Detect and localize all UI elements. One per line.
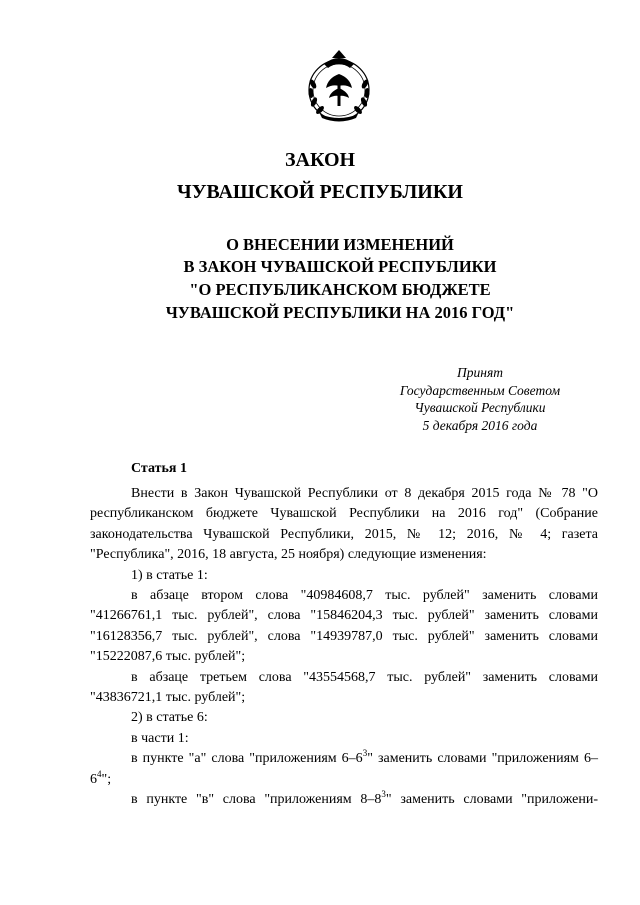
adoption-note-line: 5 декабря 2016 года xyxy=(422,417,538,433)
text-run: " заменить словами "приложени- xyxy=(385,792,598,808)
paragraph: в абзаце третьем слова "43554568,7 тыс. рублей" заменить словами "43836721,1 тыс. рублей"; xyxy=(90,669,598,706)
text-run: в пункте "а" слова "приложениям 6–6 xyxy=(131,751,363,767)
adoption-note-line: Принят xyxy=(457,365,503,380)
article-body xyxy=(90,484,598,811)
superscript: 4 xyxy=(97,768,102,779)
paragraph-point-v xyxy=(90,790,598,810)
paragraph: 2) в статье 6: xyxy=(131,710,208,726)
superscript: 3 xyxy=(381,789,386,800)
paragraph: в абзаце втором слова "40984608,7 тыс. рублей" заменить словами "41266761,1 тыс. рублей", слова "15846204,3 тыс. рублей" заменить словами "16128356,7 тыс. рублей", слова "14939787,0 тыс. рублей" заменить словами "15222087,6 тыс. рублей"; xyxy=(90,588,598,665)
adoption-note xyxy=(380,364,580,434)
document-title-republic: ЧУВАШСКОЙ РЕСПУБЛИКИ xyxy=(177,181,463,203)
adoption-note-line: Чувашской Республики xyxy=(414,400,546,415)
paragraph: Внести в Закон Чувашской Республики от 8 декабря 2015 года № 78 "О республиканском бюджете Чувашской Республики на 2016 год" (Собрание законодательства Чувашской Республики, 2015, № 12; 2016, № 4; газета "Республика", 2016, 18 августа, 25 ноября) следующие изменения: xyxy=(90,486,598,563)
document-subtitle-line: ЧУВАШСКОЙ РЕСПУБЛИКИ НА 2016 ГОД" xyxy=(165,303,515,322)
paragraph-point-a xyxy=(90,749,598,790)
chuvash-republic-emblem-icon xyxy=(300,48,378,124)
text-run: в пункте "в" слова "приложениям 8–8 xyxy=(131,792,382,808)
document-subtitle-line: "О РЕСПУБЛИКАНСКОМ БЮДЖЕТЕ xyxy=(189,280,491,299)
document-subtitle-line: О ВНЕСЕНИИ ИЗМЕНЕНИЙ xyxy=(226,235,454,254)
document-title: ЗАКОН xyxy=(284,149,356,171)
document-subtitle-line: В ЗАКОН ЧУВАШСКОЙ РЕСПУБЛИКИ xyxy=(183,257,497,276)
text-run: "; xyxy=(101,771,112,787)
adoption-note-line: Государственным Советом xyxy=(399,382,561,398)
superscript: 3 xyxy=(362,748,368,759)
paragraph: 1) в статье 1: xyxy=(131,567,208,583)
article-heading: Статья 1 xyxy=(131,461,187,476)
text-run: " заменить словами "приложениям 6–6 xyxy=(90,751,598,787)
paragraph: в части 1: xyxy=(131,730,189,746)
